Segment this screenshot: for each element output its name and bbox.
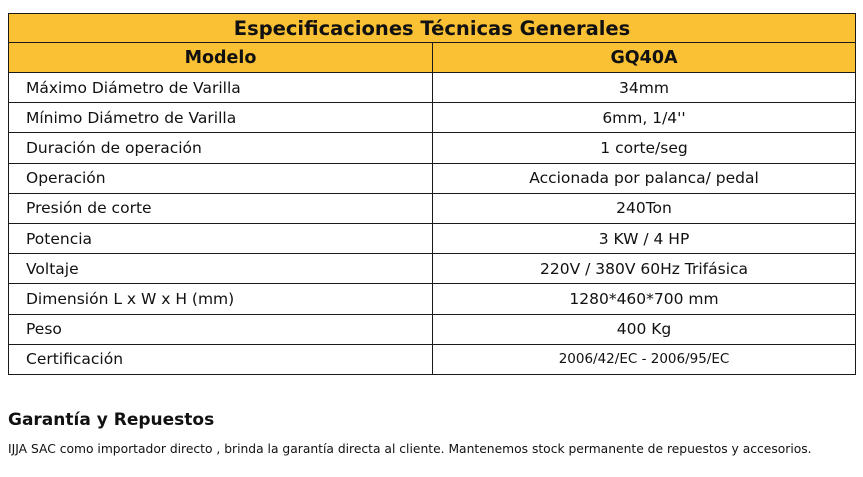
spec-label: Dimensión L x W x H (mm): [9, 284, 433, 314]
table-row: [9, 133, 856, 163]
spec-label: Peso: [9, 314, 433, 344]
spec-value: 34mm: [433, 73, 856, 103]
warranty-text: IJJA SAC como importador directo , brinda la garantía directa al cliente. Mantenemos stock permanente de repuestos y accesorios.: [8, 442, 812, 456]
spec-label: Mínimo Diámetro de Varilla: [9, 103, 433, 133]
header-model-value: GQ40A: [433, 43, 856, 73]
spec-label: Máximo Diámetro de Varilla: [9, 73, 433, 103]
spec-label: Voltaje: [9, 254, 433, 284]
spec-label: Potencia: [9, 223, 433, 253]
specifications-table: [8, 13, 856, 375]
spec-label: Presión de corte: [9, 193, 433, 223]
spec-value: 400 Kg: [433, 314, 856, 344]
spec-value: Accionada por palanca/ pedal: [433, 163, 856, 193]
spec-value: 6mm, 1/4'': [433, 103, 856, 133]
table-row: [9, 344, 856, 374]
spec-value: 240Ton: [433, 193, 856, 223]
table-row: [9, 163, 856, 193]
table-row: [9, 103, 856, 133]
table-row: [9, 254, 856, 284]
table-row: [9, 284, 856, 314]
spec-value: 3 KW / 4 HP: [433, 223, 856, 253]
spec-label: Operación: [9, 163, 433, 193]
table-header-row: [9, 43, 856, 73]
spec-value: 1280*460*700 mm: [433, 284, 856, 314]
warranty-title: Garantía y Repuestos: [8, 410, 215, 430]
spec-label: Certificación: [9, 344, 433, 374]
spec-label: Duración de operación: [9, 133, 433, 163]
table-row: [9, 314, 856, 344]
table-row: [9, 73, 856, 103]
table-row: [9, 223, 856, 253]
spec-value: 2006/42/EC - 2006/95/EC: [433, 344, 856, 374]
spec-value: 220V / 380V 60Hz Trifásica: [433, 254, 856, 284]
spec-value: 1 corte/seg: [433, 133, 856, 163]
table-row: [9, 193, 856, 223]
table-title-row: [9, 14, 856, 43]
table-title: Especificaciones Técnicas Generales: [9, 14, 856, 43]
header-model-label: Modelo: [9, 43, 433, 73]
